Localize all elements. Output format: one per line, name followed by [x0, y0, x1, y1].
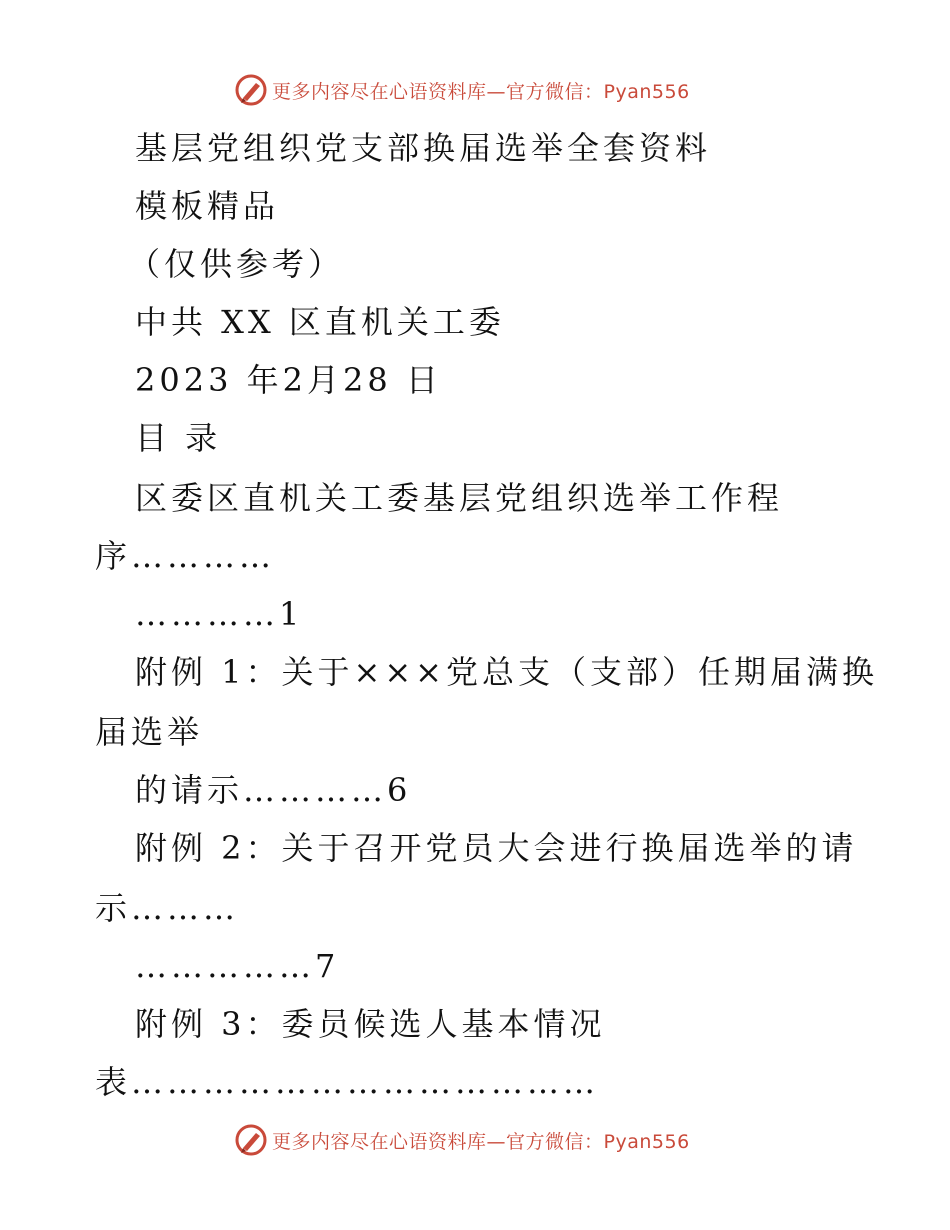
document-date: 2023 年2月28 日 [135, 361, 442, 399]
document-title-line2: 模板精品 [135, 187, 280, 225]
footer-watermark [234, 1122, 690, 1158]
toc-entry-3-line3: ……………7 [135, 947, 340, 985]
toc-entry-1-line3: …………1 [135, 595, 304, 633]
watermark-text: 更多内容尽在心语资料库 [272, 80, 487, 103]
toc-entry-2-line1: 附例 1：关于×××党总支（支部）任期届满换 [135, 653, 878, 691]
watermark-wechat-label: 官方微信： [506, 1130, 604, 1153]
toc-entry-1-line2: 序………… [95, 537, 276, 575]
document-issuer: 中共 XX 区直机关工委 [135, 303, 505, 341]
document-note: （仅供参考） [128, 245, 345, 283]
watermark-text: 更多内容尽在心语资料库 [272, 1130, 487, 1153]
watermark-dash: — [486, 80, 507, 103]
toc-entry-2-line2: 届选举 [95, 713, 204, 751]
toc-entry-4-line1: 附例 3：委员候选人基本情况 [135, 1005, 606, 1043]
toc-entry-3-line1: 附例 2：关于召开党员大会进行换届选举的请 [135, 829, 858, 867]
toc-entry-3-line2: 示……… [95, 889, 240, 927]
watermark-dash: — [486, 1130, 507, 1153]
pen-logo-icon [234, 1123, 268, 1157]
watermark-wechat-label: 官方微信： [506, 80, 604, 103]
header-watermark [234, 72, 690, 108]
toc-heading: 目 录 [135, 419, 222, 457]
toc-entry-2-line3: 的请示…………6 [135, 771, 412, 809]
pen-logo-icon [234, 73, 268, 107]
toc-entry-1-line1: 区委区直机关工委基层党组织选举工作程 [135, 479, 784, 517]
watermark-wechat-id: Pyan556 [603, 80, 690, 103]
toc-entry-4-line2: 表………………………………… [95, 1063, 600, 1101]
watermark-wechat-id: Pyan556 [603, 1130, 690, 1153]
document-title-line1: 基层党组织党支部换届选举全套资料 [135, 129, 712, 167]
